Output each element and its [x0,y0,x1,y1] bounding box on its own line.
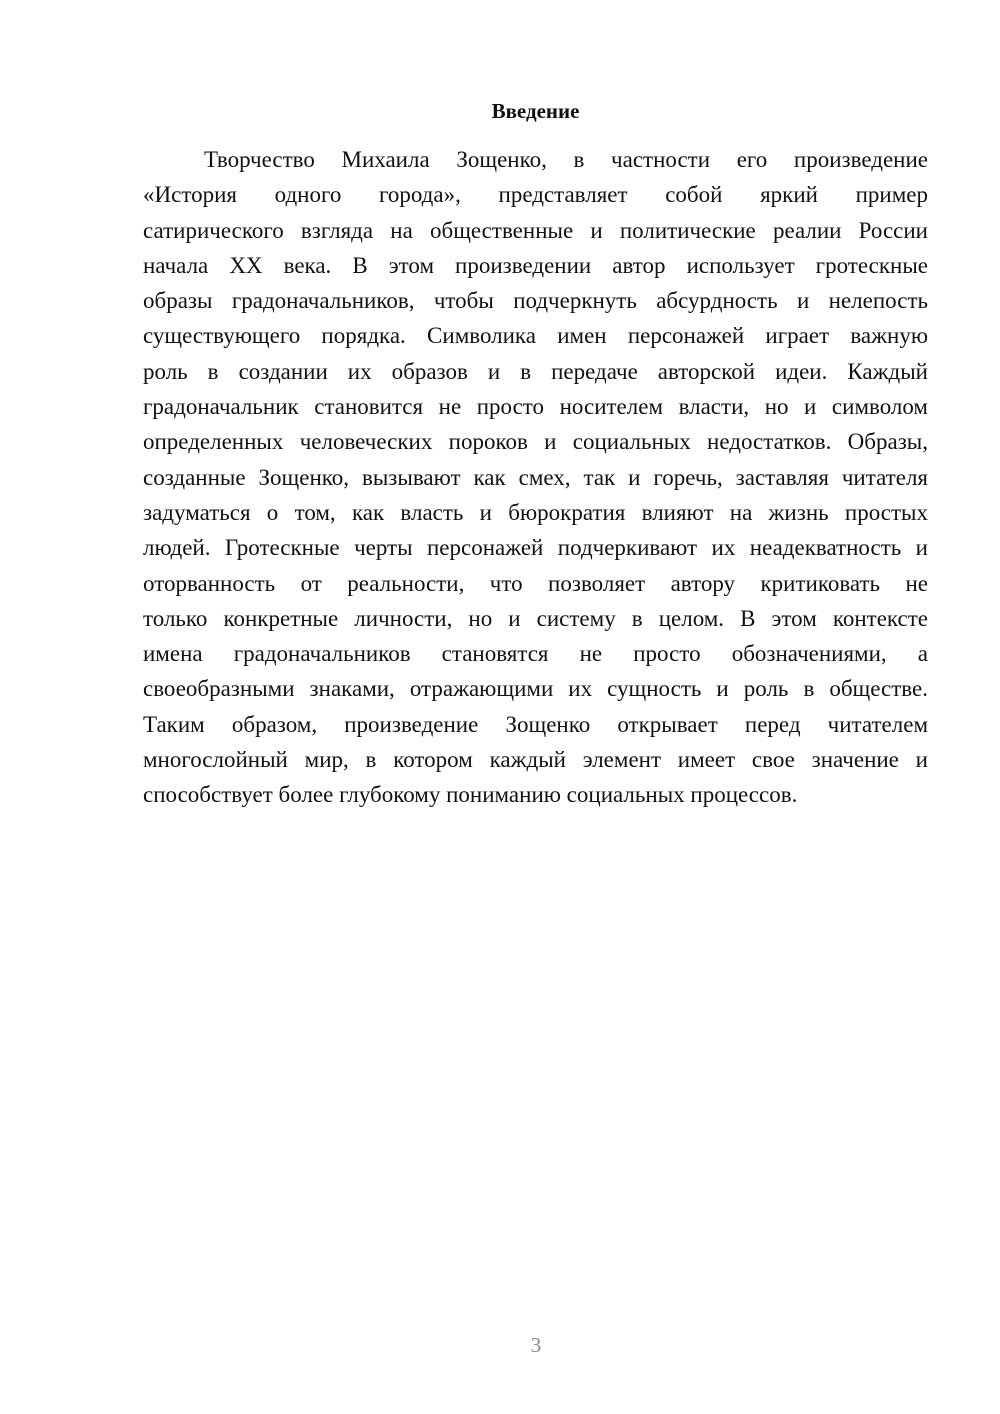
text-line: Творчество Михаила Зощенко, в частности его произведение [204,147,928,172]
text-line: людей. Гротескные черты персонажей подчеркивают их неадекватность и [143,535,928,561]
text-line: начала XX века. В этом произведении автор использует гротескные [143,252,928,278]
text-line: существующего порядка. Символика имен персонажей играет важную [143,323,928,349]
text-line: задуматься о том, как власть и бюрократия влияют на жизнь простых [143,499,928,525]
text-line: Таким образом, произведение Зощенко открывает перед читателем [143,711,928,737]
text-line: способствует более глубокому пониманию социальных процессов. [143,782,798,808]
text-line: только конкретные личности, но и систему в целом. В этом контексте [143,605,928,631]
text-line: градоначальник становится не просто носителем власти, но и символом [143,394,928,420]
text-line: имена градоначальников становятся не просто обозначениями, а [143,641,928,667]
text-line: «История одного города», представляет собой яркий пример [143,182,928,208]
text-line: определенных человеческих пороков и социальных недостатков. Образы, [143,429,928,455]
text-line: своеобразными знаками, отражающими их сущность и роль в обществе. [143,676,928,702]
text-line: созданные Зощенко, вызывают как смех, так и горечь, заставляя читателя [143,464,928,490]
text-line: образы градоначальников, чтобы подчеркнуть абсурдность и нелепость [143,288,928,314]
text-line: роль в создании их образов и в передаче авторской идеи. Каждый [143,358,928,384]
text-line: оторванность от реальности, что позволяет автору критиковать не [143,570,928,596]
text-line: многослойный мир, в котором каждый элемент имеет свое значение и [143,747,928,773]
body-paragraph [143,142,928,813]
page-title: Введение [491,99,580,123]
text-line: сатирического взгляда на общественные и политические реалии России [143,217,928,243]
page-number: 3 [530,1333,542,1357]
